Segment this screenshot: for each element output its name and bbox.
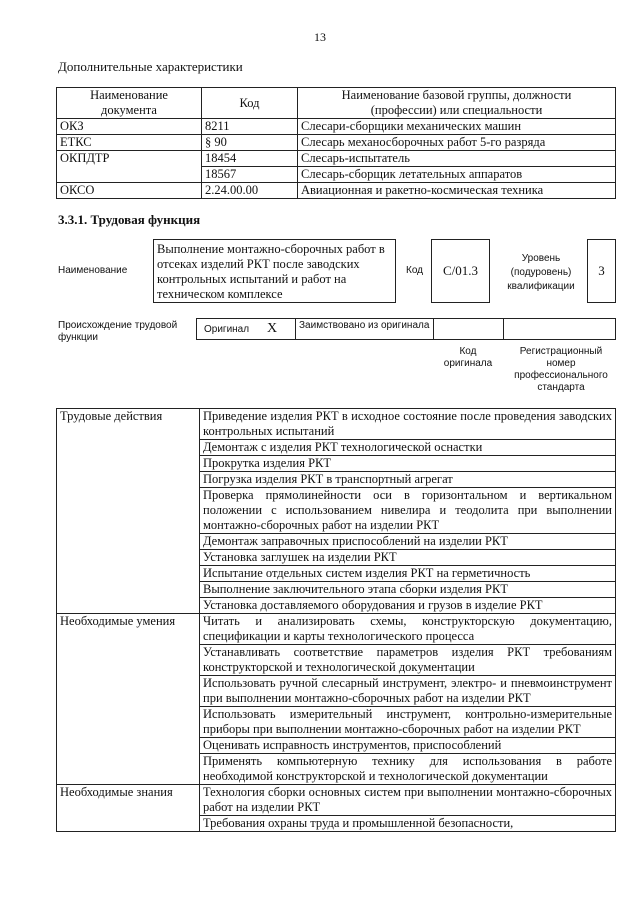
table-cell: Слесари-сборщики механических машин bbox=[298, 119, 616, 135]
function-code-box: C/01.3 bbox=[431, 239, 490, 303]
table-cell: ОКЗ bbox=[57, 119, 202, 135]
additional-characteristics-title: Дополнительные характеристики bbox=[58, 59, 243, 74]
code-original-cell bbox=[433, 318, 504, 340]
table-cell: 18454 bbox=[202, 151, 298, 167]
table-cell: Авиационная и ракетно-космическая техника bbox=[298, 183, 616, 199]
table-cell: Демонтаж с изделия РКТ технологической оснастки bbox=[200, 440, 616, 456]
section-heading: Необходимые умения bbox=[57, 614, 200, 785]
table-header-row bbox=[57, 88, 616, 119]
table-row bbox=[57, 409, 616, 440]
original-cell bbox=[196, 318, 296, 340]
original-label: Оригинал bbox=[204, 324, 250, 335]
section-heading: Необходимые знания bbox=[57, 785, 200, 832]
table-row bbox=[57, 119, 616, 135]
table-cell: Устанавливать соответствие параметров изделия РКТ требованиям конструкторской и технологической документации bbox=[200, 645, 616, 676]
table-cell: 18567 bbox=[202, 167, 298, 183]
table-cell: Погрузка изделия РКТ в транспортный агрегат bbox=[200, 472, 616, 488]
table-row bbox=[57, 614, 616, 645]
table-row bbox=[57, 183, 616, 199]
table-cell: Прокрутка изделия РКТ bbox=[200, 456, 616, 472]
table-row bbox=[57, 785, 616, 816]
table-cell: Выполнение заключительного этапа сборки изделия РКТ bbox=[200, 582, 616, 598]
table-cell: Требования охраны труда и промышленной безопасности, bbox=[200, 816, 616, 832]
code-original-label: Код оригинала bbox=[443, 346, 493, 369]
table-cell: Слесарь-сборщик летательных аппаратов bbox=[298, 167, 616, 183]
table-row bbox=[57, 151, 616, 167]
table-cell: Оценивать исправность инструментов, приспособлений bbox=[200, 738, 616, 754]
table-cell: Испытание отдельных систем изделия РКТ на герметичность bbox=[200, 566, 616, 582]
table-row bbox=[57, 135, 616, 151]
table-cell: § 90 bbox=[202, 135, 298, 151]
table-cell: Демонтаж заправочных приспособлений на изделии РКТ bbox=[200, 534, 616, 550]
table-cell: ОКПДТР bbox=[57, 151, 202, 183]
table-cell: Установка доставляемого оборудования и грузов в изделие РКТ bbox=[200, 598, 616, 614]
original-mark: X bbox=[267, 321, 278, 336]
table-cell: Использовать ручной слесарный инструмент, электро- и пневмоинструмент при выполнении монтажно-сборочных работ на изделии РКТ bbox=[200, 676, 616, 707]
table-cell: 8211 bbox=[202, 119, 298, 135]
table-cell: Использовать измерительный инструмент, контрольно-измерительные приборы при выполнении монтажно-сборочных работ на изделии РКТ bbox=[200, 707, 616, 738]
function-name-box: Выполнение монтажно-сборочных работ в отсеках изделий РКТ после заводских контрольных испытаний и работ на техническом комплексе bbox=[153, 239, 396, 303]
column-header: Наименование базовой группы, должности (профессии) или специальности bbox=[298, 88, 616, 119]
table-cell: Читать и анализировать схемы, конструкторскую документацию, спецификации и карты технологического процесса bbox=[200, 614, 616, 645]
table-cell: Технология сборки основных систем при выполнении монтажно-сборочных работ на изделии РКТ bbox=[200, 785, 616, 816]
table-cell: Слесарь-испытатель bbox=[298, 151, 616, 167]
qualification-level-box: 3 bbox=[587, 239, 616, 303]
table-cell: Приведение изделия РКТ в исходное состояние после проведения заводских контрольных испытаний bbox=[200, 409, 616, 440]
qualification-level-label: Уровень (подуровень) квалификации bbox=[507, 253, 575, 292]
table-cell: Слесарь механосборочных работ 5-го разряда bbox=[298, 135, 616, 151]
reg-number-cell bbox=[503, 318, 616, 340]
name-label: Наименование bbox=[58, 265, 128, 276]
table-cell: 2.24.00.00 bbox=[202, 183, 298, 199]
section-heading: Трудовые действия bbox=[57, 409, 200, 614]
reg-number-label: Регистрационный номер профессионального стандарта bbox=[514, 346, 608, 393]
table-cell: ОКСО bbox=[57, 183, 202, 199]
code-label: Код bbox=[406, 265, 424, 276]
labor-function-title: 3.3.1. Трудовая функция bbox=[58, 212, 201, 227]
borrowed-cell: Заимствовано из оригинала bbox=[295, 318, 434, 340]
table-cell: Установка заглушек на изделии РКТ bbox=[200, 550, 616, 566]
table-cell: Проверка прямолинейности оси в горизонтальном и вертикальном положении с использованием нивелира и теодолита при выполнении монтажно-сборочных работ на изделии РКТ bbox=[200, 488, 616, 534]
column-header: Наименование документа bbox=[57, 88, 202, 119]
additional-characteristics-table bbox=[56, 87, 616, 199]
column-header: Код bbox=[202, 88, 298, 119]
origin-label: Происхождение трудовой функции bbox=[58, 320, 178, 343]
table-cell: ЕТКС bbox=[57, 135, 202, 151]
labor-function-details-table bbox=[56, 408, 616, 832]
table-cell: Применять компьютерную технику для использования в работе необходимой конструкторской и технологической документации bbox=[200, 754, 616, 785]
page-number: 13 bbox=[314, 30, 326, 44]
